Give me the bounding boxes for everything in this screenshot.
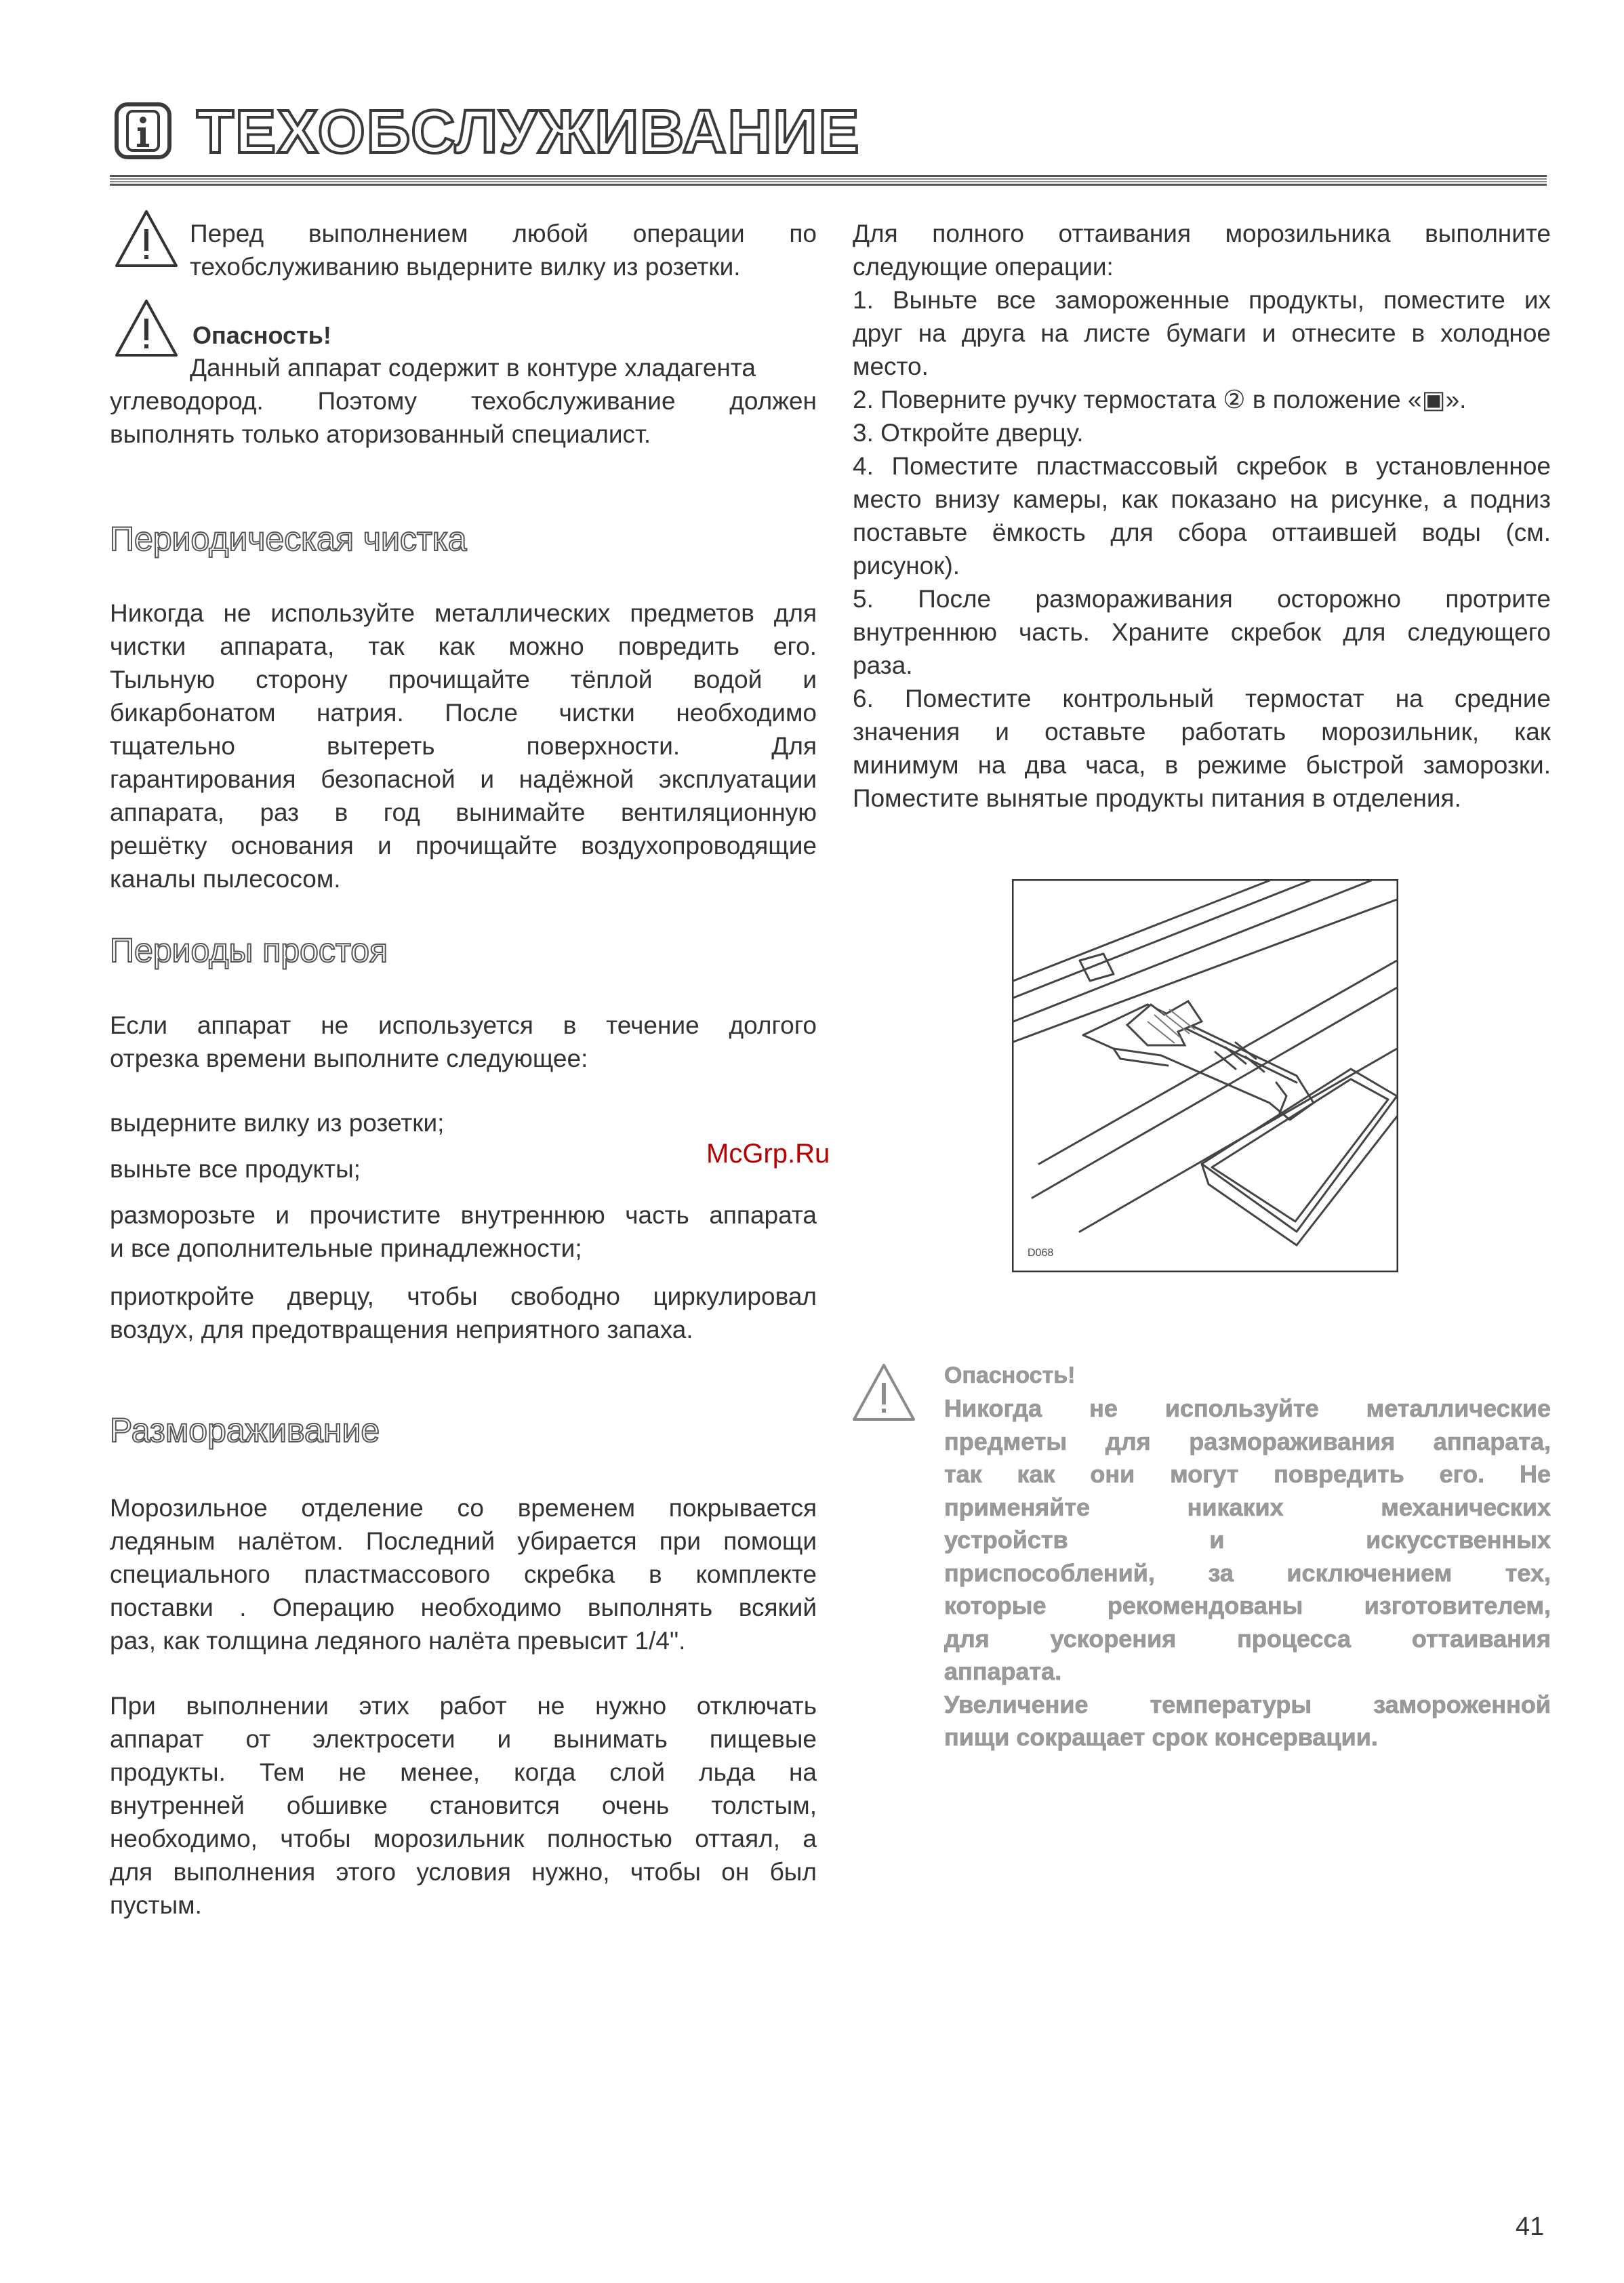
section-heading-cleaning: Периодическая чистка — [110, 520, 467, 558]
text-line: углеводород. Поэтому техобслуживание должен — [110, 387, 817, 415]
text-line: бикарбонатом натрия. После чистки необходимо — [110, 699, 817, 727]
text-line: специального пластмассового скребка в комплекте — [110, 1560, 817, 1588]
section-heading-defrost: Размораживание — [110, 1411, 380, 1449]
warning-triangle-icon — [851, 1362, 916, 1422]
idle-item-defrost-clean — [110, 1198, 817, 1265]
text-line: Никогда не используйте металлических предметов для — [110, 599, 817, 627]
text-line: воздух, для предотвращения неприятного запаха. — [110, 1316, 693, 1343]
idle-intro — [110, 1009, 817, 1075]
text-line: 6. Поместите контрольный термостат на средние — [853, 685, 1551, 712]
text-line: продукты. Тем не менее, когда слой льда на — [110, 1758, 817, 1786]
text-line: Перед выполнением любой операции по — [190, 220, 817, 247]
page-title: ТЕХОБСЛУЖИВАНИЕ — [197, 98, 861, 166]
text-line: минимум на два часа, в режиме быстрой заморозки. — [853, 751, 1551, 779]
text-line: тщательно вытереть поверхности. Для — [110, 732, 817, 760]
text-line: аппарата. — [944, 1657, 1062, 1685]
text-line: место. — [853, 352, 929, 380]
danger-hydrocarbon-text — [110, 351, 817, 451]
page-number: 41 — [1516, 2213, 1545, 2241]
text-line: аппарат от электросети и вынимать пищевые — [110, 1725, 817, 1753]
text-line: При выполнении этих работ не нужно отключать — [110, 1692, 817, 1720]
text-line: внутренней обшивке становится очень толстым, — [110, 1792, 817, 1819]
defrost-paragraph-1 — [110, 1491, 817, 1657]
idle-item-open-door — [110, 1280, 817, 1346]
text-line: поставьте ёмкость для сбора оттаившей воды (см. — [853, 519, 1551, 546]
text-line: 3. Откройте дверцу. — [853, 419, 1084, 447]
text-line: отрезка времени выполните следующее: — [110, 1045, 588, 1072]
text-line: 4. Поместите пластмассовый скребок в установленное — [853, 452, 1551, 480]
text-line: внутреннюю часть. Храните скребок для следующего — [853, 618, 1551, 646]
danger-metal-tools-text — [944, 1392, 1551, 1754]
text-line: чистки аппарата, так как можно повредить его. — [110, 632, 817, 660]
text-line: и все дополнительные принадлежности; — [110, 1234, 582, 1262]
defrost-paragraph-2 — [110, 1689, 817, 1922]
text-line: 2. Поверните ручку термостата ② в положение «▣». — [853, 386, 1467, 413]
text-line: раз, как толщина ледяного налёта превысит 1/4". — [110, 1627, 686, 1655]
watermark-text: McGrp.Ru — [706, 1139, 830, 1169]
text-line: друг на друга на листе бумаги и отнесите в холодное — [853, 319, 1551, 347]
text-line: место внизу камеры, как показано на рисунке, а подниз — [853, 485, 1551, 513]
warning-triangle-icon — [114, 298, 179, 358]
text-line: для выполнения этого условия нужно, чтобы он был — [110, 1858, 817, 1886]
text-line: решётку основания и прочищайте воздухопроводящие — [110, 832, 817, 860]
text-line: приоткройте дверцу, чтобы свободно циркулировал — [110, 1282, 817, 1310]
text-line: для ускорения процесса оттаивания — [944, 1624, 1551, 1653]
text-line: Данный аппарат содержит в контуре хладагента — [190, 354, 756, 382]
text-line: рисунок). — [853, 552, 960, 580]
text-line: 1. Выньте все замороженные продукты, поместите их — [853, 286, 1551, 314]
text-line: Если аппарат не используется в течение долгого — [110, 1011, 817, 1039]
text-line: приспособлений, за исключением тех, — [944, 1558, 1551, 1587]
text-line: Поместите вынятые продукты питания в отделения. — [853, 784, 1461, 812]
danger-title-right: Опасность! — [944, 1362, 1076, 1388]
text-line: гарантирования безопасной и надёжной эксплуатации — [110, 765, 817, 793]
text-line: которые рекомендованы изготовителем, — [944, 1592, 1551, 1619]
cleaning-paragraph — [110, 597, 817, 895]
text-line: пустым. — [110, 1891, 202, 1919]
text-line: каналы пылесосом. — [110, 865, 341, 893]
defrost-steps — [853, 217, 1551, 815]
text-line: необходимо, чтобы морозильник полностью оттаял, а — [110, 1825, 817, 1853]
text-line: аппарата, раз в год вынимайте вентиляционную — [110, 799, 817, 826]
text-line: значения и оставьте работать морозильник, как — [853, 718, 1551, 746]
text-line: 5. После размораживания осторожно протрите — [853, 585, 1551, 613]
warning-triangle-icon — [114, 209, 179, 268]
idle-item-unplug: выдерните вилку из розетки; — [110, 1109, 445, 1137]
text-line: техобслуживанию выдерните вилку из розетки. — [190, 253, 741, 281]
text-line: применяйте никаких механических — [944, 1493, 1551, 1521]
section-heading-idle: Периоды простоя — [110, 931, 388, 969]
text-line: разморозьте и прочистите внутреннюю часть аппарата — [110, 1201, 817, 1229]
text-line: так как они могут повредить его. Не — [944, 1460, 1551, 1488]
text-line: Для полного оттаивания морозильника выполните — [853, 220, 1551, 247]
danger-title: Опасность! — [192, 321, 331, 349]
text-line: Никогда не используйте металлические — [944, 1394, 1551, 1422]
text-line: раза. — [853, 651, 913, 679]
warning-unplug-text — [190, 217, 817, 283]
header-divider — [110, 175, 1547, 186]
figure-code: D068 — [1028, 1247, 1054, 1259]
text-line: ледяным налётом. Последний убирается при помощи — [110, 1527, 817, 1555]
text-line: Тыльную сторону прочищайте тёплой водой и — [110, 666, 817, 693]
scraper-illustration — [1012, 879, 1398, 1272]
info-icon — [114, 102, 172, 160]
text-line: следующие операции: — [853, 253, 1114, 281]
text-line: устройств и искусственных — [944, 1526, 1551, 1554]
text-line: поставки . Операцию необходимо выполнять всякий — [110, 1594, 817, 1621]
text-line: предметы для размораживания аппарата, — [944, 1427, 1551, 1455]
idle-item-remove-food: выньте все продукты; — [110, 1155, 361, 1183]
text-line: выполнять только аторизованный специалист. — [110, 420, 651, 448]
text-line: Увеличение температуры замороженной — [944, 1690, 1551, 1718]
text-line: Морозильное отделение со временем покрывается — [110, 1494, 817, 1522]
text-line: пищи сокращает срок консервации. — [944, 1723, 1378, 1751]
